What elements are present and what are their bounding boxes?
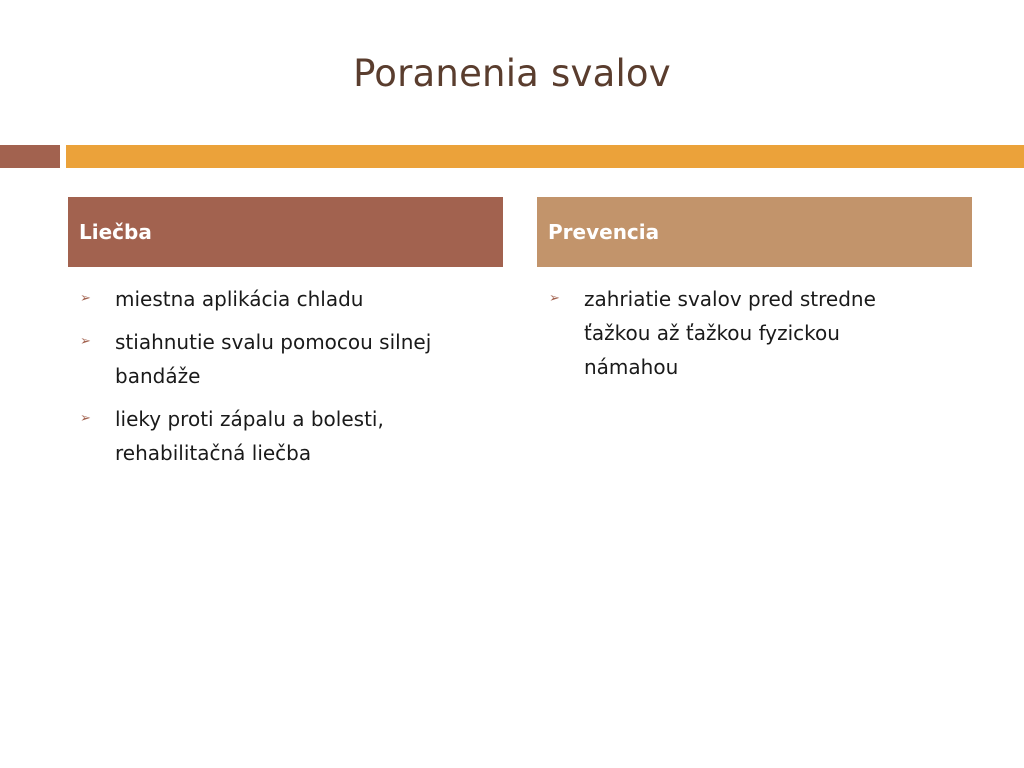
arrowhead-right-icon: ➢ — [80, 291, 91, 306]
list-item — [80, 325, 470, 393]
prevencia-bullet-list — [549, 282, 939, 393]
list-item-text: miestna aplikácia chladu — [115, 287, 364, 311]
liecba-bullet-list — [80, 282, 470, 479]
decorative-bar-left — [0, 145, 60, 168]
list-item-text: lieky proti zápalu a bolesti, rehabilitačná liečba — [115, 407, 384, 465]
slide-title: Poranenia svalov — [353, 52, 671, 95]
arrowhead-right-icon: ➢ — [549, 291, 560, 306]
list-item-text: zahriatie svalov pred stredne ťažkou až ťažkou fyzickou námahou — [584, 287, 876, 379]
arrowhead-right-icon: ➢ — [80, 334, 91, 349]
column-header-liecba — [68, 197, 503, 267]
list-item — [80, 402, 470, 470]
column-header-prevencia — [537, 197, 972, 267]
list-item-text: stiahnutie svalu pomocou silnej bandáže — [115, 330, 432, 388]
column-header-label: Prevencia — [548, 220, 660, 244]
column-header-label: Liečba — [79, 220, 152, 244]
arrowhead-right-icon: ➢ — [80, 411, 91, 426]
decorative-bar-right — [66, 145, 1024, 168]
list-item — [549, 282, 939, 384]
list-item — [80, 282, 470, 316]
